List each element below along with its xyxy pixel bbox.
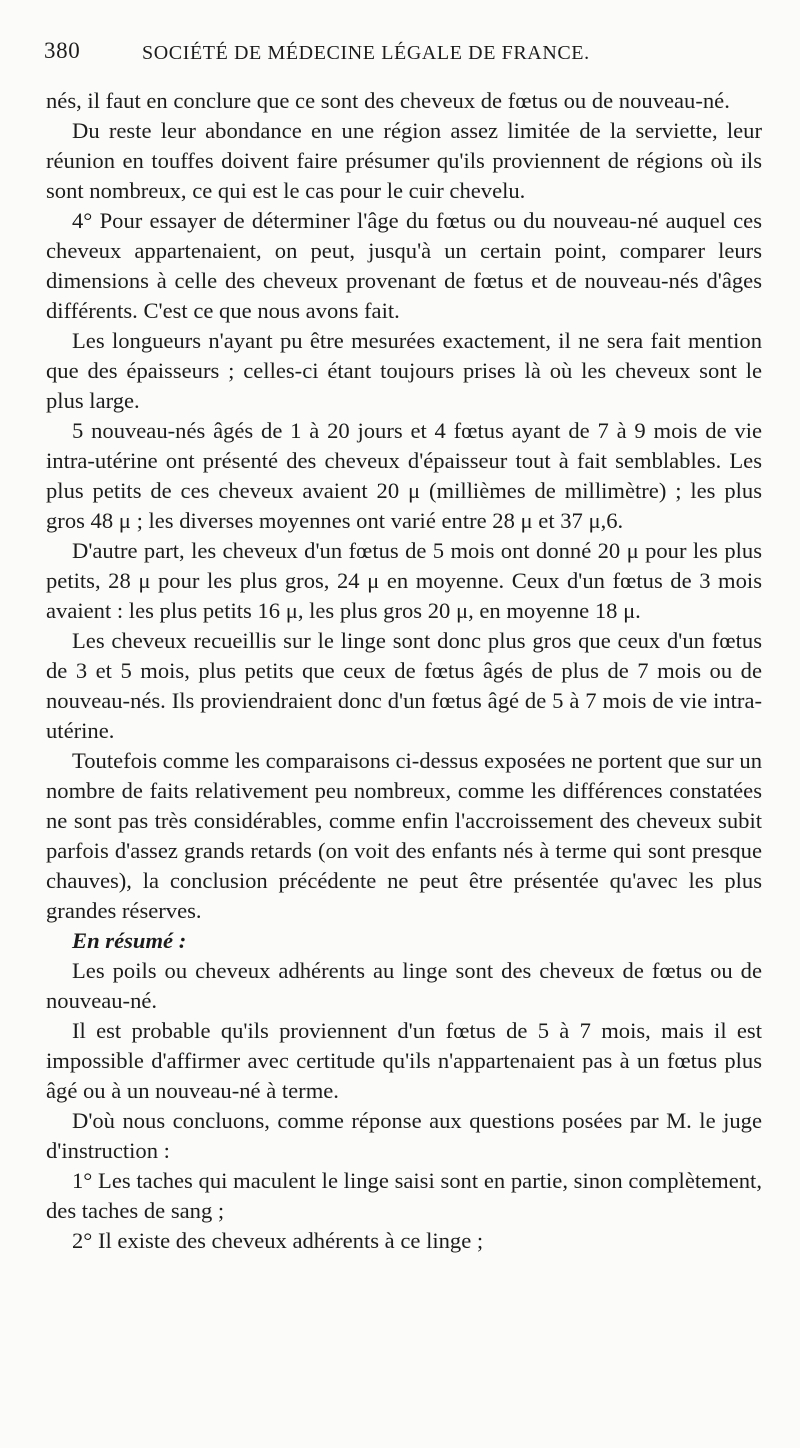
- paragraph-continuation: nés, il faut en conclure que ce sont des cheveux de fœtus ou de nouveau-né.: [46, 88, 730, 113]
- summary-heading: En résumé :: [72, 928, 187, 953]
- running-head: SOCIÉTÉ DE MÉDECINE LÉGALE DE FRANCE.: [142, 42, 590, 64]
- paragraph-mesures-nouveau-nes: 5 nouveau-nés âgés de 1 à 20 jours et 4 fœtus ayant de 7 à 9 mois de vie intra-utérine ont présenté des cheveux d'épaisseur tout à fait semblables. Les plus petits de ces cheveux avaient 20 μ (millièmes de millimètre) ; les plus gros 48 μ ; les diverses moyennes ont varié entre 28 μ et 37 μ,6.: [46, 418, 762, 533]
- page-header: [44, 38, 760, 78]
- conclusion-item-1: 1° Les taches qui maculent le linge saisi sont en partie, sinon complètement, des taches de sang ;: [46, 1168, 762, 1223]
- paragraph-point-4: 4° Pour essayer de déterminer l'âge du fœtus ou du nouveau-né auquel ces cheveux appartenaient, on peut, jusqu'à un certain point, comparer leurs dimensions à celle des cheveux provenant de fœtus et de nouveau-nés d'âges différents. C'est ce que nous avons fait.: [46, 208, 762, 323]
- summary-paragraph-2: Il est probable qu'ils proviennent d'un fœtus de 5 à 7 mois, mais il est impossible d'affirmer avec certitude qu'ils n'appartenaient pas à un fœtus plus âgé ou à un nouveau-né à terme.: [46, 1018, 762, 1103]
- paragraph-mesures-foetus: D'autre part, les cheveux d'un fœtus de 5 mois ont donné 20 μ pour les plus petits, 28 μ pour les plus gros, 24 μ en moyenne. Ceux d'un fœtus de 3 mois avaient : les plus petits 16 μ, les plus gros 20 μ, en moyenne 18 μ.: [46, 538, 762, 623]
- paragraph-abondance: Du reste leur abondance en une région assez limitée de la serviette, leur réunion en touffes doivent faire présumer qu'ils proviennent de régions où ils sont nombreux, ce qui est le cas pour le cuir chevelu.: [46, 118, 762, 203]
- page-number: 380: [44, 38, 81, 63]
- body-text: [46, 86, 762, 1256]
- paragraph-reserves: Toutefois comme les comparaisons ci-dessus exposées ne portent que sur un nombre de faits relativement peu nombreux, comme les différences constatées ne sont pas très considérables, comme enfin l'accroissement des cheveux subit parfois d'assez grands retards (on voit des enfants nés à terme qui sont presque chauves), la conclusion précédente ne peut être présentée qu'avec les plus grandes réserves.: [46, 748, 762, 923]
- paragraph-comparaison: Les cheveux recueillis sur le linge sont donc plus gros que ceux d'un fœtus de 3 et 5 mois, plus petits que ceux de fœtus âgés de plus de 7 mois ou de nouveau-nés. Ils proviendraient donc d'un fœtus âgé de 5 à 7 mois de vie intra-utérine.: [46, 628, 762, 743]
- summary-paragraph-1: Les poils ou cheveux adhérents au linge sont des cheveux de fœtus ou de nouveau-né.: [46, 958, 762, 1013]
- conclusion-item-2: 2° Il existe des cheveux adhérents à ce linge ;: [72, 1228, 484, 1253]
- paragraph-longueurs: Les longueurs n'ayant pu être mesurées exactement, il ne sera fait mention que des épaisseurs ; celles-ci étant toujours prises là où les cheveux sont le plus large.: [46, 328, 762, 413]
- summary-paragraph-3: D'où nous concluons, comme réponse aux questions posées par M. le juge d'instruction :: [46, 1108, 762, 1163]
